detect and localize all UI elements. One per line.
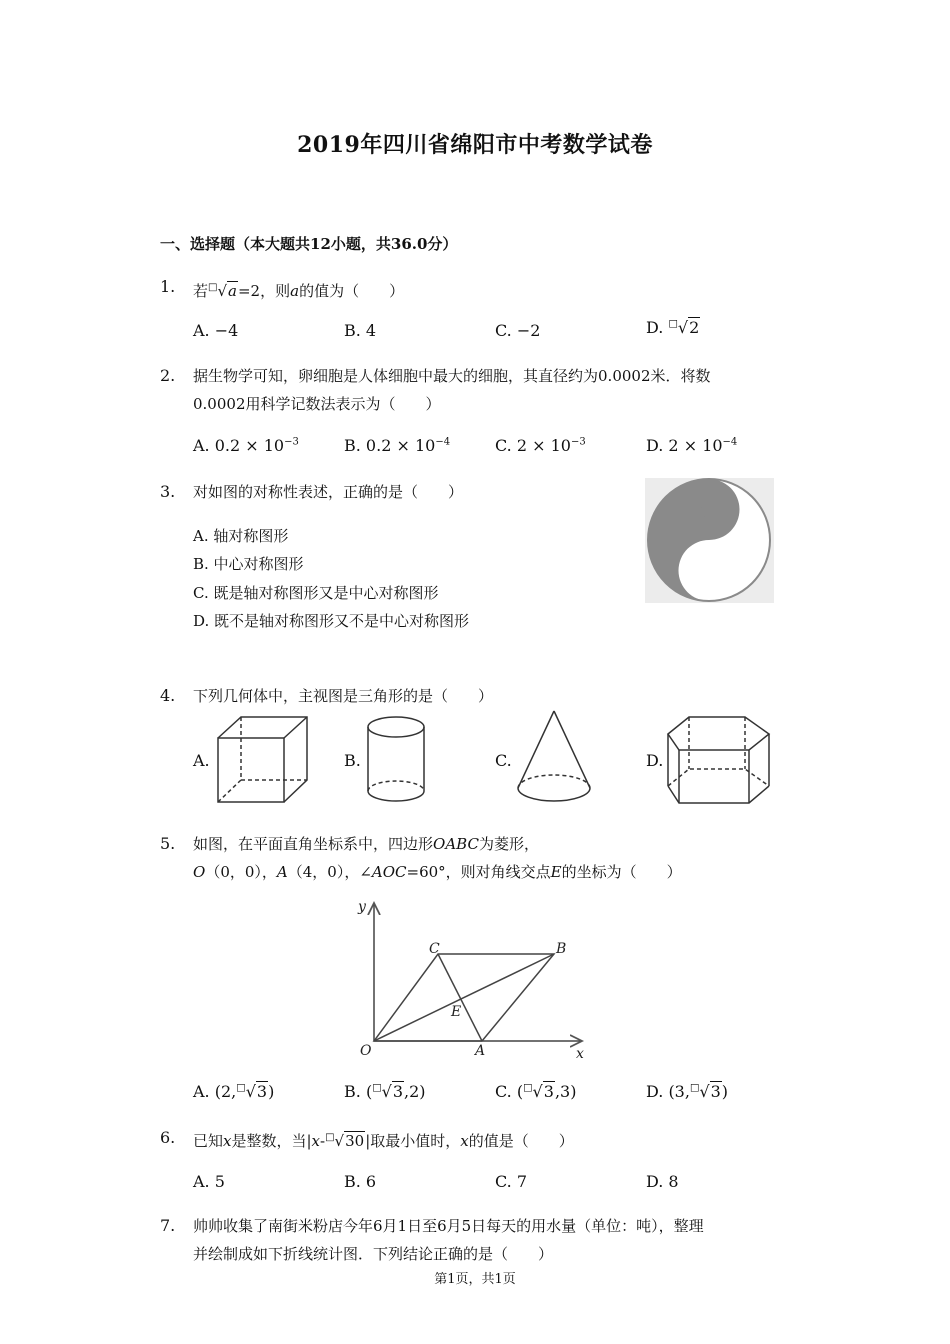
- q3-number: 3.: [160, 482, 176, 501]
- q2-option-c[interactable]: [495, 436, 586, 455]
- q5-line2-d: 的坐标为（ ）: [561, 863, 682, 881]
- q6-mid: 是整数，当|: [231, 1132, 312, 1150]
- cone-figure: [514, 708, 594, 806]
- q5-line2-a: （0，0），: [205, 863, 277, 881]
- cube-figure: [215, 714, 311, 806]
- q5-option-c-post: ,3): [554, 1082, 577, 1101]
- q7-number: 7.: [160, 1216, 176, 1235]
- q2-option-c-label: C. 2 × 10: [495, 436, 571, 455]
- q6-option-d[interactable]: D. 8: [646, 1172, 679, 1191]
- q5-option-b-post: ,2): [404, 1082, 426, 1101]
- cylinder-figure: [364, 714, 428, 806]
- q5-option-a-radical: □√3: [236, 1082, 268, 1101]
- label-b: B: [556, 941, 567, 957]
- q2-option-d-label: D. 2 × 10: [646, 436, 723, 455]
- q5-line2: [193, 858, 682, 886]
- cone-base-back: [518, 775, 590, 788]
- q5-number: 5.: [160, 834, 176, 853]
- q6-var: x: [223, 1132, 232, 1150]
- q6-rad-body: 30: [345, 1132, 365, 1150]
- q5-option-d-post: ): [721, 1082, 729, 1101]
- q5-option-d-pre: (3,: [668, 1082, 690, 1101]
- q5-option-d-radical: □√3: [689, 1082, 721, 1101]
- label-x: x: [576, 1046, 584, 1062]
- label-e: E: [451, 1004, 462, 1020]
- q5-option-c[interactable]: [495, 1082, 576, 1101]
- q5-line2-o: O: [193, 863, 206, 881]
- label-c: C: [429, 941, 440, 957]
- q2-option-b-exp: −4: [435, 436, 451, 448]
- q5-option-c-pre: (: [516, 1082, 524, 1101]
- q5-option-d-rad-body: 3: [710, 1082, 721, 1101]
- q4-option-b[interactable]: B.: [344, 751, 361, 770]
- q5-option-b-radical: □√3: [372, 1082, 404, 1101]
- q2-line2: 0.0002用科学记数法表示为（ ）: [193, 395, 441, 413]
- q1-rad-index: □: [208, 282, 218, 293]
- yin-yang-figure: [645, 478, 774, 603]
- q1-option-a[interactable]: A. −4: [193, 321, 239, 340]
- cylinder-top: [368, 717, 424, 737]
- q5-option-b-rad-index: □: [372, 1082, 382, 1094]
- q5-option-d-rad-index: □: [689, 1082, 700, 1094]
- q2-number: 2.: [160, 366, 176, 385]
- q3-option-c[interactable]: C. 既是轴对称图形又是中心对称图形: [193, 584, 439, 602]
- q5-line2-aoc: AOC: [371, 863, 407, 881]
- q5-option-d[interactable]: [646, 1082, 728, 1101]
- q6-pre: 已知: [193, 1132, 224, 1150]
- q5-option-a-label: A.: [193, 1082, 215, 1101]
- q1-var: a: [290, 282, 300, 300]
- q2-option-a-exp: −3: [284, 436, 299, 448]
- diagonal-ob: [374, 954, 554, 1041]
- q5-option-c-radical: □√3: [523, 1082, 554, 1101]
- q4-text: 下列几何体中，主视图是三角形的是（ ）: [193, 687, 494, 705]
- q1-tail: 的值为（ ）: [299, 282, 405, 300]
- q4-number: 4.: [160, 686, 176, 705]
- yin-yang-dark-dot: [701, 502, 717, 518]
- q6-option-b[interactable]: B. 6: [344, 1172, 377, 1191]
- q5-option-b-rad-body: 3: [392, 1082, 404, 1101]
- q5-line2-E: E: [550, 863, 562, 881]
- q1-rad-body: a: [228, 282, 237, 300]
- q4-option-a[interactable]: A.: [193, 751, 210, 770]
- q6-text: [193, 1124, 574, 1155]
- q5-line1-pre: 如图，在平面直角坐标系中，四边形: [193, 835, 434, 853]
- q5-option-a-post: ): [268, 1082, 275, 1101]
- q1-option-d-rad-body: 2: [689, 318, 700, 337]
- q5-option-c-label: C.: [495, 1082, 517, 1101]
- q1-number: 1.: [160, 277, 176, 296]
- q2-option-a[interactable]: [193, 436, 299, 455]
- q3-option-a[interactable]: A. 轴对称图形: [193, 527, 289, 545]
- q2-option-b[interactable]: [344, 436, 450, 455]
- q5-line2-c: =60°，则对角线交点: [406, 863, 551, 881]
- q1-radical: □√a: [208, 282, 237, 300]
- q6-minus: -: [320, 1132, 326, 1150]
- prism-hidden-edges: [668, 717, 769, 786]
- rhombus-coordinate-figure: [350, 895, 595, 1067]
- q5-option-a[interactable]: [193, 1082, 274, 1101]
- cylinder-bottom-back: [368, 781, 424, 791]
- q5-option-c-rad-body: 3: [543, 1082, 554, 1101]
- q5-option-a-rad-body: 3: [256, 1082, 268, 1101]
- section-heading: 一、选择题（本大题共12小题，共36.0分）: [160, 235, 458, 253]
- q5-option-c-rad-index: □: [523, 1082, 533, 1094]
- q5-line2-A: A: [276, 863, 288, 881]
- q2-option-b-label: B. 0.2 × 10: [344, 436, 436, 455]
- q1-option-d-rad-index: □: [668, 318, 678, 330]
- q1-option-d-radical: □√2: [668, 318, 700, 337]
- hexagonal-prism-figure: [665, 714, 773, 806]
- q1-option-c[interactable]: C. −2: [495, 321, 541, 340]
- q6-var2: x: [311, 1132, 321, 1150]
- q4-option-c[interactable]: C.: [495, 751, 512, 770]
- q7-line1: 帅帅收集了南街米粉店今年6月1日至6月5日每天的用水量（单位：吨），整理: [193, 1217, 704, 1235]
- q5-option-a-rad-index: □: [236, 1082, 246, 1094]
- q3-text: 对如图的对称性表述，正确的是（ ）: [193, 483, 464, 501]
- q2-line1: 据生物学可知，卵细胞是人体细胞中最大的细胞，其直径约为0.0002米．将数: [193, 367, 711, 385]
- q5-line2-b: （4，0），∠: [287, 863, 372, 881]
- label-o: O: [360, 1043, 372, 1059]
- diagonal-ca: [438, 954, 482, 1041]
- cube-front-face: [218, 738, 284, 802]
- prism-top-face: [668, 717, 769, 750]
- q7-line2: 并绘制成如下折线统计图．下列结论正确的是（ ）: [193, 1245, 554, 1263]
- q1-post: =2，则: [237, 282, 291, 300]
- q6-rad-index: □: [325, 1132, 335, 1143]
- cube-top-edge: [284, 717, 307, 738]
- q1-option-b[interactable]: B. 4: [344, 321, 377, 340]
- q5-option-b-label: B.: [344, 1082, 366, 1101]
- cone-base-front: [518, 788, 590, 801]
- q5-option-b[interactable]: [344, 1082, 426, 1101]
- q5-option-d-label: D.: [646, 1082, 669, 1101]
- q4-option-d[interactable]: D.: [646, 751, 664, 770]
- prism-bottom-front: [668, 786, 769, 803]
- q6-option-a[interactable]: A. 5: [193, 1172, 225, 1191]
- q3-option-d[interactable]: D. 既不是轴对称图形又不是中心对称图形: [193, 612, 470, 630]
- label-y: y: [358, 899, 366, 915]
- q2-option-d[interactable]: [646, 436, 737, 455]
- cylinder-bottom-front: [368, 791, 424, 801]
- q6-post: |取最小值时，: [365, 1132, 461, 1150]
- page-title: 2019年四川省绵阳市中考数学试卷: [297, 132, 653, 158]
- q6-radical: □√30: [325, 1132, 365, 1150]
- q6-number: 6.: [160, 1128, 176, 1147]
- q6-var3: x: [460, 1132, 469, 1150]
- q3-option-b[interactable]: B. 中心对称图形: [193, 555, 304, 573]
- q2-option-d-exp: −4: [722, 436, 738, 448]
- q5-line1: [193, 830, 539, 858]
- q1-option-d-label: D.: [646, 318, 669, 337]
- q2-option-c-exp: −3: [570, 436, 586, 448]
- label-a: A: [475, 1043, 486, 1059]
- q2-option-a-label: A. 0.2 × 10: [193, 436, 285, 455]
- q1-pre: 若: [193, 282, 209, 300]
- q5-line1-post: 为菱形，: [478, 835, 539, 853]
- page-footer: 第1页，共1页: [434, 1272, 516, 1287]
- q1-option-d[interactable]: [646, 318, 700, 337]
- q5-option-a-pre: (2,: [214, 1082, 237, 1101]
- q5-line1-var: OABC: [433, 835, 479, 853]
- yin-yang-light-dot: [701, 562, 717, 578]
- q5-option-b-pre: (: [365, 1082, 373, 1101]
- q6-option-c[interactable]: C. 7: [495, 1172, 528, 1191]
- q1-text: [193, 274, 404, 305]
- q6-tail: 的值是（ ）: [468, 1132, 574, 1150]
